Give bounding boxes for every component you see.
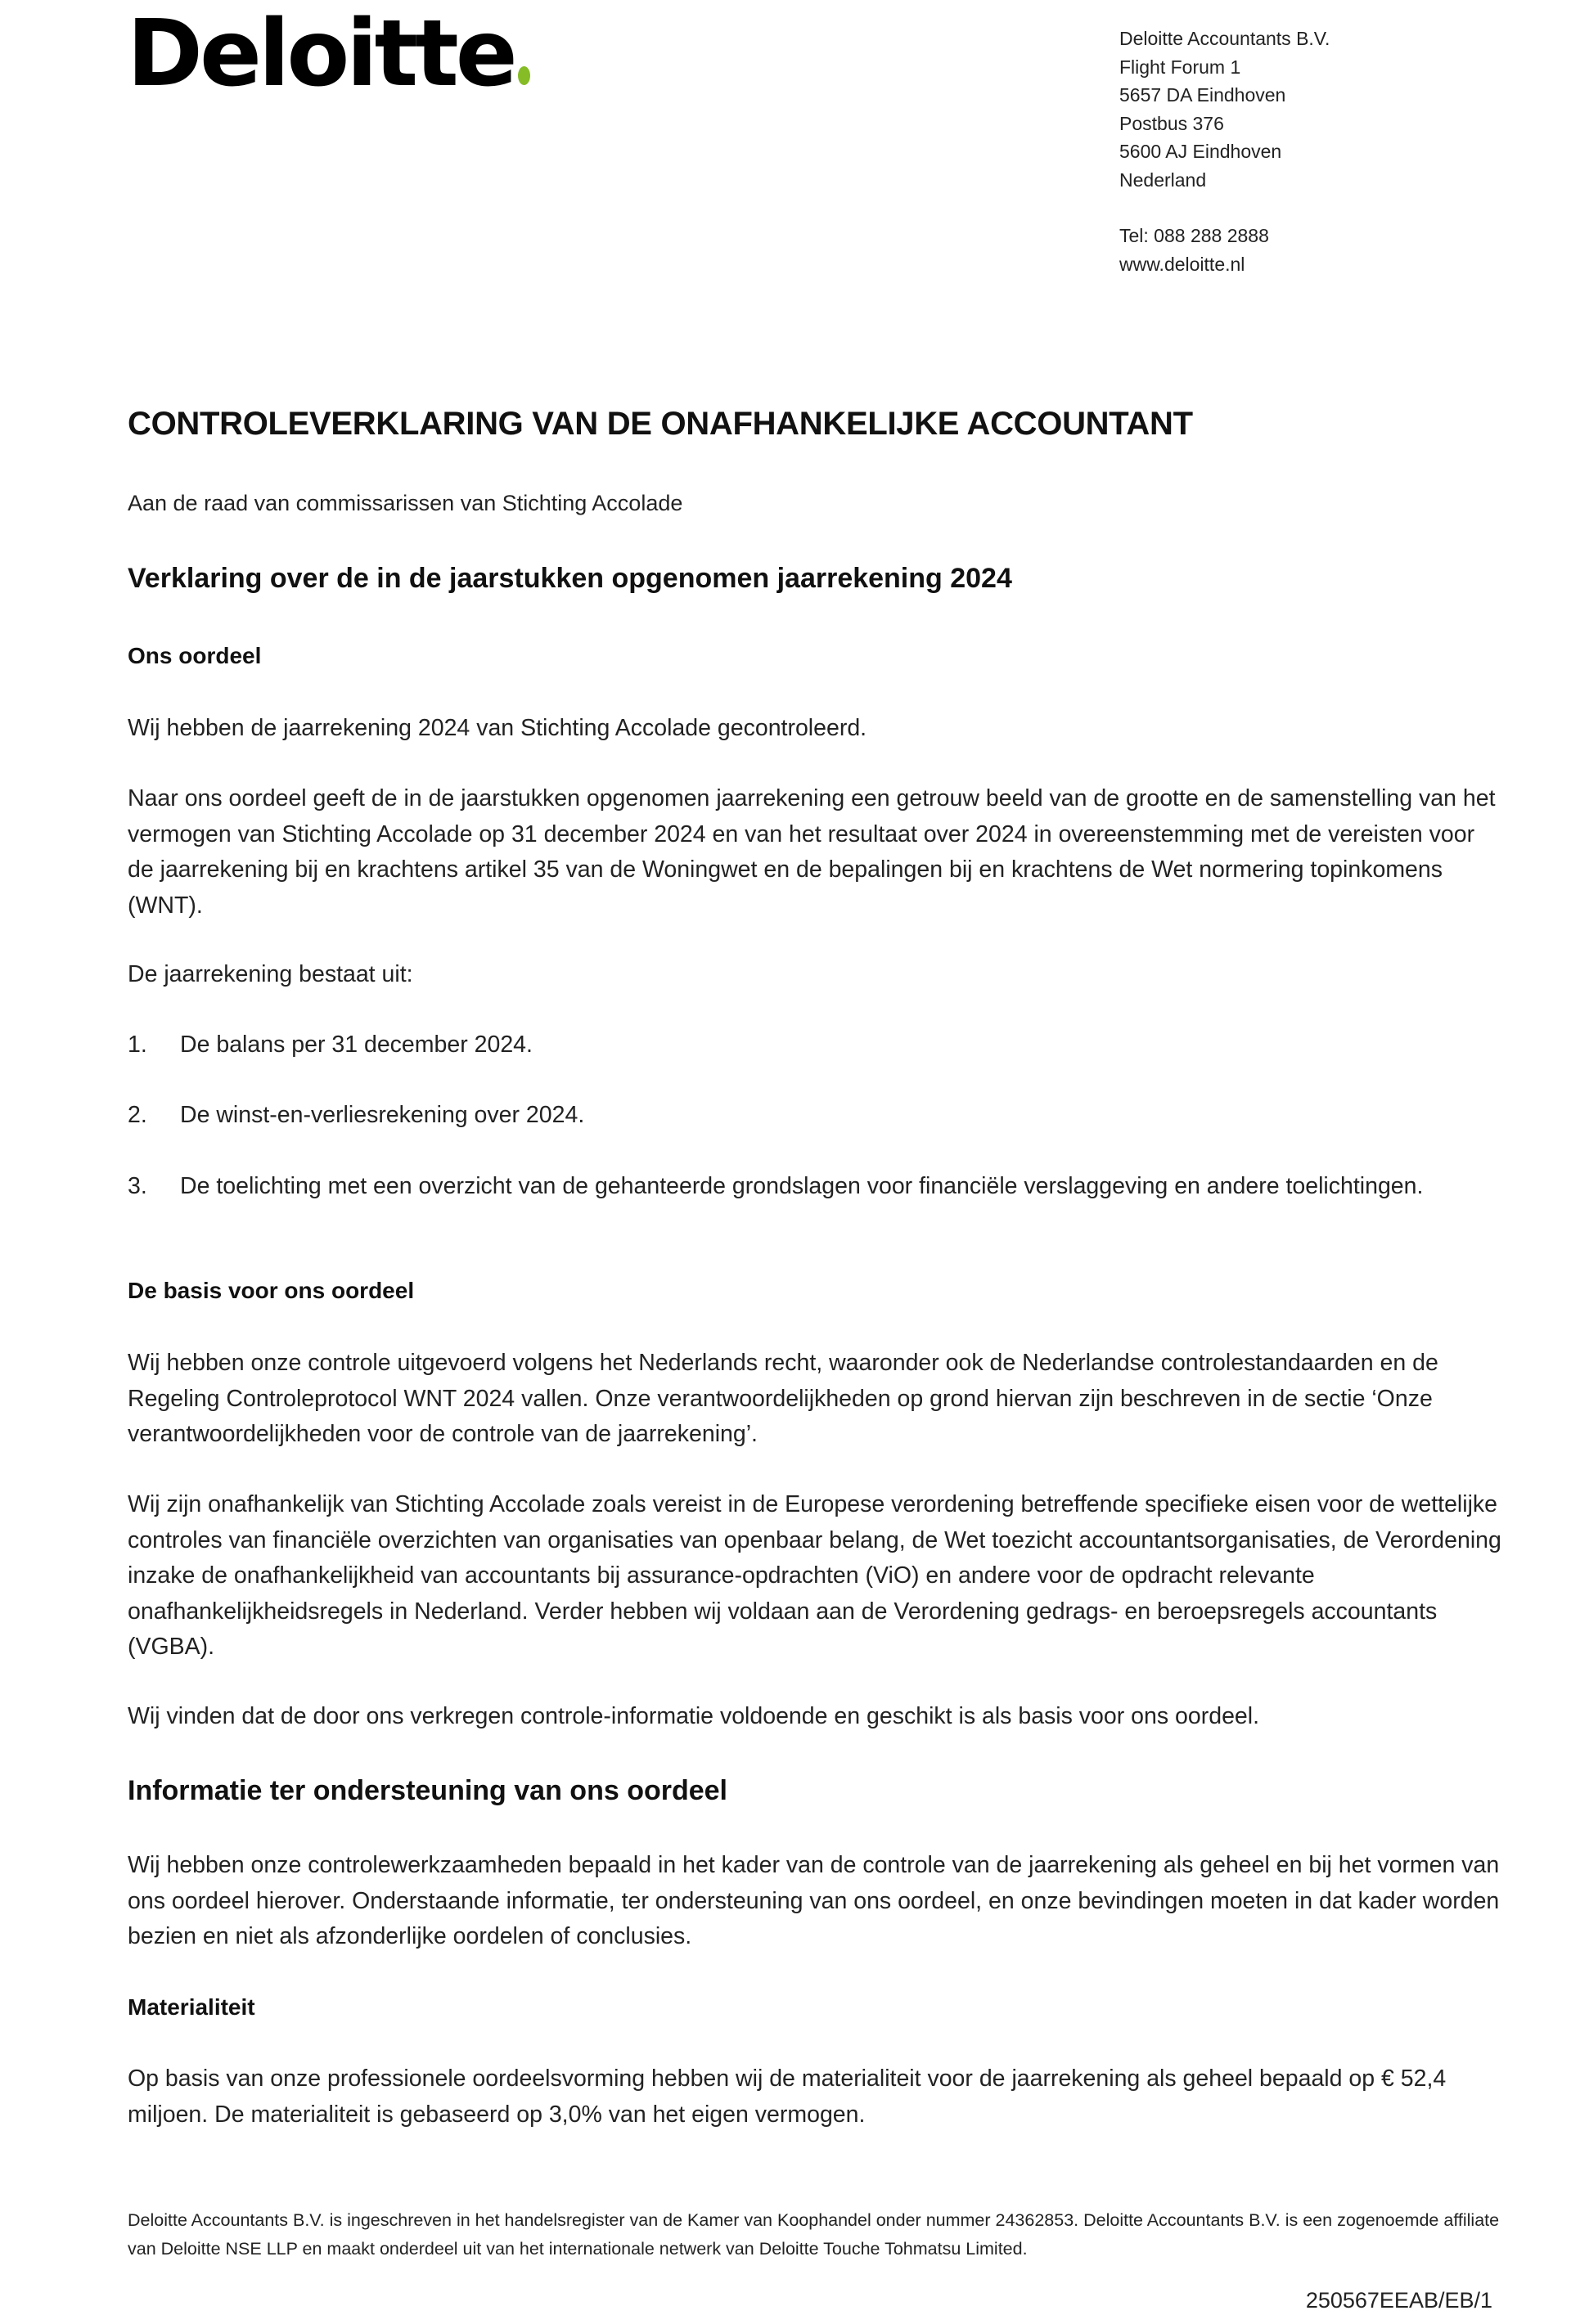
supporting-information-paragraph: Wij hebben onze controlewerkzaamheden bepaald in het kader van de controle van de jaarrekening als geheel en bij het vormen van ons oordeel hierover. Onderstaande informatie, ter ondersteuning van ons oordeel, en onze bevindingen moeten in dat kader worden bezien en niet als afzonderlijke oordelen of conclusies. [128,1852,1500,1949]
basis-paragraph-3: Wij vinden dat de door ons verkregen controle-informatie voldoende en geschikt is als basis voor ons oordeel. [128,1703,1260,1729]
address-line-postbus: Postbus 376 [1119,112,1224,134]
list-item-number: 2. [128,1102,147,1128]
addressee-line: Aan de raad van commissarissen van Stichting Accolade [128,491,683,515]
opinion-paragraph-3: De jaarrekening bestaat uit: [128,961,413,987]
statement-list-item [128,1027,1502,1063]
address-line-company: Deloitte Accountants B.V. [1119,28,1330,49]
address-line-street: Flight Forum 1 [1119,56,1241,78]
section-heading-statement: Verklaring over de in de jaarstukken opgenomen jaarrekening 2024 [128,563,1012,594]
deloitte-logo [127,1,530,107]
address-line-country: Nederland [1119,169,1207,191]
list-item-number: 3. [128,1173,147,1199]
opinion-paragraph-1: Wij hebben de jaarrekening 2024 van Stichting Accolade gecontroleerd. [128,715,867,741]
logo-green-dot-icon [518,66,530,85]
subsection-heading-basis: De basis voor ons oordeel [128,1278,415,1303]
list-item-text: De toelichting met een overzicht van de gehanteerde grondslagen voor financiële verslaggeving en andere toelichtingen. [180,1173,1424,1199]
subsection-heading-opinion: Ons oordeel [128,643,262,668]
contact-phone: Tel: 088 288 2888 [1119,225,1269,246]
basis-paragraph-2: Wij zijn onafhankelijk van Stichting Accolade zoals vereist in de Europese verordening betreffende specifieke eisen voor de wettelijke controles van financiële overzichten van organisaties van openbaar belang, de Wet toezicht accountantsorganisaties, de Verordening inzake de onafhankelijkheid van accountants bij assurance-opdrachten (ViO) en andere voor de opdracht relevante onafhankelijkheidsregels in Nederland. Verder hebben wij voldaan aan de Verordening gedrags- en beroepsregels accountants (VGBA). [128,1491,1501,1660]
list-item-number: 1. [128,1032,147,1058]
subsection-heading-materiality: Materialiteit [128,1994,255,2020]
document-title: CONTROLEVERKLARING VAN DE ONAFHANKELIJKE ACCOUNTANT [128,406,1193,442]
materiality-paragraph: Op basis van onze professionele oordeelsvorming hebben wij de materialiteit voor de jaarrekening als geheel bepaald op € 52,4 miljoen. De materialiteit is gebaseerd op 3,0% van het eigen vermogen. [128,2066,1447,2128]
statement-list-item [128,1097,1502,1134]
address-line-postcode-city: 5657 DA Eindhoven [1119,84,1286,106]
basis-paragraph-1: Wij hebben onze controle uitgevoerd volgens het Nederlands recht, waaronder ook de Nederlandse controlestandaarden en de Regeling Controleprotocol WNT 2024 vallen. Onze verantwoordelijkheden op grond hiervan zijn beschreven in de sectie ‘Onze verantwoordelijkheden voor de controle van de jaarrekening’. [128,1350,1438,1447]
logo-wordmark: Deloitte [127,1,515,107]
document-reference-code: 250567EEAB/EB/1 [1305,2288,1492,2313]
section-heading-supporting-information: Informatie ter ondersteuning van ons oordeel [128,1775,727,1806]
address-spacer [1119,194,1330,222]
list-item-text: De balans per 31 december 2024. [180,1032,533,1058]
registration-footnote: Deloitte Accountants B.V. is ingeschreven in het handelsregister van de Kamer van Koophandel onder nummer 24362853. Deloitte Accountants B.V. is een zogenoemde affiliate van Deloitte NSE LLP en maakt onderdeel uit van het internationale netwerk van Deloitte Touche Tohmatsu Limited. [128,2210,1500,2259]
address-line-postbus-city: 5600 AJ Eindhoven [1119,141,1282,162]
contact-website-link[interactable]: www.deloitte.nl [1119,253,1245,275]
statement-list-item [128,1168,1502,1205]
list-item-text: De winst-en-verliesrekening over 2024. [180,1102,585,1128]
office-address-block [1119,25,1330,278]
opinion-paragraph-2: Naar ons oordeel geeft de in de jaarstukken opgenomen jaarrekening een getrouw beeld van de grootte en de samenstelling van het vermogen van Stichting Accolade op 31 december 2024 en van het resultaat over 2024 in overeenstemming met de vereisten voor de jaarrekening bij en krachtens artikel 35 van de Woningwet en de bepalingen bij en krachtens de Wet normering topinkomens (WNT). [128,785,1496,919]
